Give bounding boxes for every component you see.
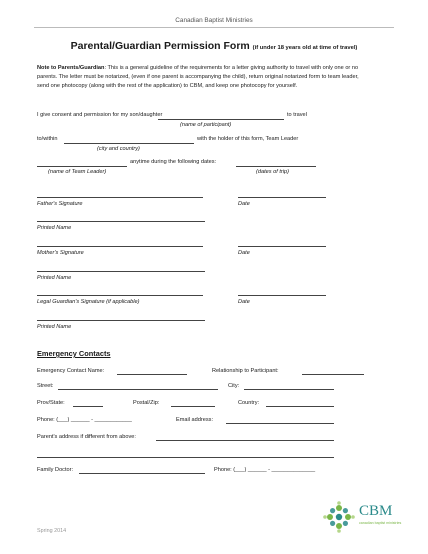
consent-line1-pre: I give consent and permission for my son/daughter	[37, 112, 163, 118]
footer-date: Spring 2014	[37, 528, 67, 534]
father-printed-name-label: Printed Name	[37, 225, 72, 231]
prov-label: Prov/State:	[37, 400, 65, 406]
mother-date-label: Date	[238, 250, 250, 256]
guardian-signature-label: Legal Guardian's Signature (if applicable)	[37, 299, 140, 305]
org-header: Canadian Baptist Ministries	[175, 17, 253, 24]
mother-printed-name-field[interactable]	[37, 271, 205, 272]
parent-address-label: Parent's address if different from above:	[37, 434, 136, 440]
doctor-field[interactable]	[79, 473, 205, 474]
cbm-logo-icon	[322, 500, 356, 534]
form-title-main: Parental/Guardian Permission Form	[70, 40, 250, 52]
team-leader-field[interactable]	[37, 166, 127, 167]
dates-caption: (dates of trip)	[256, 169, 289, 175]
mother-printed-name-label: Printed Name	[37, 275, 72, 281]
email-field[interactable]	[226, 423, 334, 424]
doctor-label: Family Doctor:	[37, 467, 74, 473]
contact-name-field[interactable]	[117, 374, 187, 375]
prov-field[interactable]	[73, 406, 103, 407]
consent-line3-mid: anytime during the following dates:	[130, 159, 217, 165]
trip-dates-field[interactable]	[236, 166, 316, 167]
form-title	[0, 40, 428, 52]
father-printed-name-field[interactable]	[37, 221, 205, 222]
leader-caption: (name of Team Leader)	[48, 169, 107, 175]
mother-signature-field[interactable]	[37, 246, 203, 247]
city-label: City:	[228, 383, 240, 389]
guardian-printed-name-label: Printed Name	[37, 324, 72, 330]
guardian-signature-field[interactable]	[37, 295, 203, 296]
city-field[interactable]	[244, 389, 334, 390]
street-label: Street:	[37, 383, 54, 389]
contact-name-label: Emergency Contact Name:	[37, 368, 105, 374]
cbm-logo	[322, 500, 412, 534]
parent-address-field-2[interactable]	[37, 457, 334, 458]
mother-date-field[interactable]	[238, 246, 326, 247]
father-date-label: Date	[238, 201, 250, 207]
header-divider	[34, 27, 394, 28]
postal-field[interactable]	[171, 406, 215, 407]
parent-address-field-1[interactable]	[156, 440, 334, 441]
father-signature-field[interactable]	[37, 197, 203, 198]
consent-line2-pre: to/within	[37, 136, 58, 142]
guardian-date-field[interactable]	[238, 295, 326, 296]
country-field[interactable]	[266, 406, 334, 407]
cbm-logo-tagline: canadian baptist ministries	[359, 521, 402, 525]
father-signature-label: Father's Signature	[37, 201, 83, 207]
father-date-field[interactable]	[238, 197, 326, 198]
note-paragraph	[37, 64, 367, 90]
consent-line1-post: to travel	[287, 112, 307, 118]
form-title-sub: (if under 18 years old at time of travel)	[252, 45, 358, 51]
email-label: Email address:	[176, 417, 213, 423]
guardian-date-label: Date	[238, 299, 250, 305]
participant-caption: (name of participant)	[180, 122, 232, 128]
note-text: : This is a general guideline of the requirements for a letter giving authority to travel with only one or no parents. The letter must be notarized, (even if one parent is accompanying the child), return original notarized form to team leader, send one photocopy (along with the rest of the application) to CBM, and keep one photocopy for yourself.	[37, 65, 359, 89]
country-label: Country:	[238, 400, 260, 406]
destination-field[interactable]	[64, 143, 194, 144]
relationship-label: Relationship to Participant:	[212, 368, 279, 374]
city-caption: (city and country)	[97, 146, 140, 152]
relationship-field[interactable]	[302, 374, 364, 375]
note-label: Note to Parents/Guardian	[37, 65, 105, 71]
phone-field[interactable]: Phone: (___) ______ - ____________	[37, 417, 132, 423]
cbm-logo-text: CBM	[359, 503, 393, 519]
street-field[interactable]	[58, 389, 218, 390]
guardian-printed-name-field[interactable]	[37, 320, 205, 321]
emergency-heading: Emergency Contacts	[37, 349, 111, 358]
consent-line2-post: with the holder of this form, Team Leader	[197, 136, 299, 142]
mother-signature-label: Mother's Signature	[37, 250, 84, 256]
doctor-phone-field[interactable]: Phone: (___) ______ - ______________	[214, 467, 316, 473]
participant-name-field[interactable]	[158, 119, 284, 120]
postal-label: Postal/Zip:	[133, 400, 160, 406]
